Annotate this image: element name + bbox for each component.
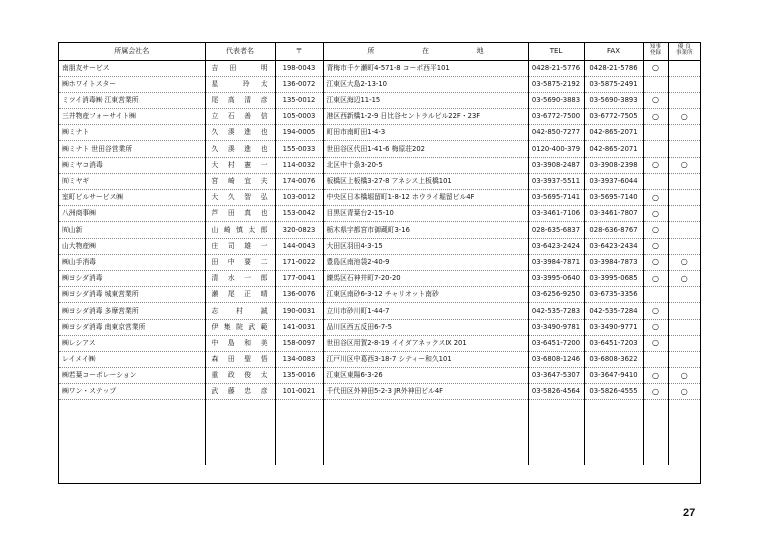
address-cell: 江東区東陽6-3-26	[323, 368, 528, 384]
table-row	[59, 141, 700, 157]
address-cell: 世田谷区用賀2-8-19 イイダアネックスⅨ 201	[323, 335, 528, 351]
empty-cell	[323, 416, 528, 432]
table-row	[59, 254, 700, 270]
zip-cell: 134-0083	[275, 351, 323, 367]
zip-cell: 105-0003	[275, 109, 323, 125]
zip-cell: 136-0072	[275, 76, 323, 92]
fax-cell: 03-3908-2398	[584, 157, 643, 173]
empty-cell	[643, 449, 668, 465]
table-row	[59, 157, 700, 173]
excellent-office-mark: ○	[668, 254, 700, 270]
table-row	[59, 60, 700, 76]
zip-cell: 101-0021	[275, 384, 323, 400]
fax-cell: 03-6772-7505	[584, 109, 643, 125]
empty-cell	[275, 400, 323, 416]
address-cell: 品川区西五反田6-7-5	[323, 319, 528, 335]
address-cell: 江戸川区中葛西3-18-7 シティー和久101	[323, 351, 528, 367]
address-cell: 板橋区上板橋3-27-8 アネシス上板橋101	[323, 173, 528, 189]
address-cell: 江東区大島2-13-10	[323, 76, 528, 92]
company-cell: ㈱ミヤコ消毒	[59, 157, 205, 173]
address-cell: 江東区海辺11-15	[323, 92, 528, 108]
empty-cell	[528, 432, 584, 448]
table-row	[59, 270, 700, 286]
zip-cell: 136-0076	[275, 287, 323, 303]
zip-cell: 114-0032	[275, 157, 323, 173]
table-row	[59, 92, 700, 108]
address-cell: 立川市砂川町1-44-7	[323, 303, 528, 319]
zip-cell: 171-0022	[275, 254, 323, 270]
zip-cell: 144-0043	[275, 238, 323, 254]
company-cell: ㈱ワン・ステップ	[59, 384, 205, 400]
fax-cell: 042-865-2071	[584, 141, 643, 157]
empty-cell	[205, 416, 275, 432]
governor-registered-mark: ○	[643, 319, 668, 335]
fax-cell: 03-6735-3356	[584, 287, 643, 303]
tel-cell: 0428-21-5776	[528, 60, 584, 76]
excellent-office-mark: ○	[668, 270, 700, 286]
fax-cell: 042-535-7284	[584, 303, 643, 319]
table-row	[59, 303, 700, 319]
zip-cell: 153-0042	[275, 206, 323, 222]
empty-cell	[584, 400, 643, 416]
representative-cell: 瀬尾正晴	[205, 287, 275, 303]
table-row	[59, 319, 700, 335]
header-address-part: 在	[421, 46, 429, 55]
zip-cell: 194-0005	[275, 125, 323, 141]
governor-registered-mark: ○	[643, 368, 668, 384]
company-cell: 室町ビルサービス㈱	[59, 190, 205, 206]
address-cell: 大田区羽田4-3-15	[323, 238, 528, 254]
tel-cell: 03-3984-7871	[528, 254, 584, 270]
table-row	[59, 222, 700, 238]
address-cell: 江東区南砂6-3-12 チャリオット南砂	[323, 287, 528, 303]
empty-cell	[59, 432, 205, 448]
excellent-office-mark	[668, 319, 700, 335]
tel-cell: 042-850-7277	[528, 125, 584, 141]
excellent-office-mark: ○	[668, 157, 700, 173]
page-number: 27	[683, 507, 696, 519]
empty-cell	[59, 416, 205, 432]
company-cell: ㈱ミナト	[59, 125, 205, 141]
empty-cell	[668, 449, 700, 465]
empty-cell	[323, 400, 528, 416]
governor-registered-mark: ○	[643, 335, 668, 351]
representative-cell: 大久智弘	[205, 190, 275, 206]
tel-cell: 0120-400-379	[528, 141, 584, 157]
company-cell: 八洲商事㈱	[59, 206, 205, 222]
header-representative: 代表者名	[205, 43, 275, 60]
table-row	[59, 190, 700, 206]
empty-row	[59, 416, 700, 432]
company-cell: レイメイ㈱	[59, 351, 205, 367]
tel-cell: 03-6451-7200	[528, 335, 584, 351]
empty-cell	[584, 432, 643, 448]
excellent-office-mark	[668, 303, 700, 319]
fax-cell: 03-5875-2491	[584, 76, 643, 92]
governor-registered-mark: ○	[643, 92, 668, 108]
company-cell: ㈱ミナト 世田谷営業所	[59, 141, 205, 157]
empty-cell	[668, 416, 700, 432]
company-cell: ㈲山新	[59, 222, 205, 238]
representative-cell: 田中要二	[205, 254, 275, 270]
fax-cell: 03-3647-9410	[584, 368, 643, 384]
tel-cell: 03-3908-2487	[528, 157, 584, 173]
representative-cell: 芦田真也	[205, 206, 275, 222]
fax-cell: 028-636-8767	[584, 222, 643, 238]
company-cell: ㈱ヨシダ消毒 城東営業所	[59, 287, 205, 303]
excellent-office-mark	[668, 92, 700, 108]
header-governor-registered	[643, 43, 668, 60]
excellent-office-mark	[668, 222, 700, 238]
address-cell: 練馬区石神井町7-20-20	[323, 270, 528, 286]
address-cell: 栃木県宇都宮市御蔵町3-16	[323, 222, 528, 238]
tel-cell: 03-6423-2424	[528, 238, 584, 254]
governor-registered-mark: ○	[643, 222, 668, 238]
member-table-sheet	[58, 42, 701, 484]
excellent-office-mark	[668, 190, 700, 206]
fax-cell: 042-865-2071	[584, 125, 643, 141]
zip-cell: 174-0076	[275, 173, 323, 189]
governor-registered-mark: ○	[643, 109, 668, 125]
zip-cell: 198-0043	[275, 60, 323, 76]
representative-cell: 吉田 明	[205, 60, 275, 76]
governor-registered-mark	[643, 125, 668, 141]
tel-cell: 042-535-7283	[528, 303, 584, 319]
tel-cell: 03-3490-9781	[528, 319, 584, 335]
representative-cell: 庄司雄一	[205, 238, 275, 254]
zip-cell: 158-0097	[275, 335, 323, 351]
governor-registered-mark: ○	[643, 254, 668, 270]
empty-cell	[275, 432, 323, 448]
address-cell: 町田市南町田1-4-3	[323, 125, 528, 141]
governor-registered-mark: ○	[643, 384, 668, 400]
representative-cell: 森田聖悟	[205, 351, 275, 367]
excellent-office-mark	[668, 287, 700, 303]
fax-cell: 03-3490-9771	[584, 319, 643, 335]
address-cell: 目黒区青葉台2-15-10	[323, 206, 528, 222]
representative-cell: 大村憲一	[205, 157, 275, 173]
tel-cell: 03-3995-0640	[528, 270, 584, 286]
tel-cell: 03-3647-5307	[528, 368, 584, 384]
header-line: 事業所	[675, 50, 693, 57]
zip-cell: 190-0031	[275, 303, 323, 319]
address-cell: 港区西新橋1-2-9 日比谷セントラルビル22F・23F	[323, 109, 528, 125]
fax-cell: 03-6451-7203	[584, 335, 643, 351]
fax-cell: 03-6423-2434	[584, 238, 643, 254]
empty-cell	[323, 449, 528, 465]
governor-registered-mark: ○	[643, 157, 668, 173]
header-line: 優 良	[677, 44, 691, 51]
empty-cell	[643, 400, 668, 416]
excellent-office-mark	[668, 173, 700, 189]
tel-cell: 03-6256-9250	[528, 287, 584, 303]
company-cell: ミツイ消毒㈱ 江東営業所	[59, 92, 205, 108]
empty-cell	[275, 449, 323, 465]
company-cell: ㈱ヨシダ消毒 南東京営業所	[59, 319, 205, 335]
governor-registered-mark	[643, 141, 668, 157]
empty-cell	[528, 416, 584, 432]
representative-cell: 立石善信	[205, 109, 275, 125]
zip-cell: 141-0031	[275, 319, 323, 335]
representative-cell: 久湊進也	[205, 141, 275, 157]
company-cell: ㈱ヨシダ消毒 多摩営業所	[59, 303, 205, 319]
fax-cell: 03-3995-0685	[584, 270, 643, 286]
header-tel: TEL	[528, 43, 584, 60]
header-address-part: 所	[367, 46, 375, 55]
header-zip: 〒	[275, 43, 323, 60]
representative-cell: 久湊進也	[205, 125, 275, 141]
tel-cell: 03-6772-7500	[528, 109, 584, 125]
zip-cell: 320-0823	[275, 222, 323, 238]
fax-cell: 03-6808-3622	[584, 351, 643, 367]
company-cell: 南朋友サービス	[59, 60, 205, 76]
empty-cell	[205, 432, 275, 448]
governor-registered-mark: ○	[643, 270, 668, 286]
zip-cell: 103-0012	[275, 190, 323, 206]
company-cell: ㈱レシアス	[59, 335, 205, 351]
table-row	[59, 76, 700, 92]
tel-cell: 03-5826-4564	[528, 384, 584, 400]
tel-cell: 03-3937-5511	[528, 173, 584, 189]
address-cell: 北区中十条3-20-5	[323, 157, 528, 173]
representative-cell: 山崎慎太郎	[205, 222, 275, 238]
governor-registered-mark: ○	[643, 238, 668, 254]
excellent-office-mark	[668, 60, 700, 76]
excellent-office-mark	[668, 335, 700, 351]
excellent-office-mark	[668, 125, 700, 141]
table-row	[59, 206, 700, 222]
empty-cell	[668, 400, 700, 416]
company-cell: 三井物産フォーサイト㈱	[59, 109, 205, 125]
table-row	[59, 368, 700, 384]
empty-row	[59, 432, 700, 448]
company-cell: ㈱山手消毒	[59, 254, 205, 270]
tel-cell: 028-635-6837	[528, 222, 584, 238]
fax-cell: 03-5690-3893	[584, 92, 643, 108]
representative-cell: 伊集院武範	[205, 319, 275, 335]
header-line: 登録	[649, 50, 662, 57]
header-company: 所属会社名	[59, 43, 205, 60]
table-row	[59, 109, 700, 125]
governor-registered-mark	[643, 173, 668, 189]
table-row	[59, 335, 700, 351]
table-row	[59, 351, 700, 367]
empty-cell	[59, 449, 205, 465]
company-cell: ㈱若葉コーポレーション	[59, 368, 205, 384]
governor-registered-mark	[643, 76, 668, 92]
excellent-office-mark: ○	[668, 384, 700, 400]
empty-cell	[584, 416, 643, 432]
excellent-office-mark	[668, 351, 700, 367]
empty-cell	[528, 449, 584, 465]
header-address-part: 地	[476, 46, 484, 55]
member-table	[59, 43, 700, 465]
fax-cell: 03-3937-6044	[584, 173, 643, 189]
header-excellent-office	[668, 43, 700, 60]
empty-row	[59, 400, 700, 416]
fax-cell: 03-5826-4555	[584, 384, 643, 400]
header-line: 知事	[649, 44, 662, 51]
header-address	[323, 43, 528, 60]
empty-cell	[205, 400, 275, 416]
table-row	[59, 125, 700, 141]
governor-registered-mark: ○	[643, 60, 668, 76]
fax-cell: 0428-21-5786	[584, 60, 643, 76]
fax-cell: 03-3984-7873	[584, 254, 643, 270]
zip-cell: 135-0016	[275, 368, 323, 384]
zip-cell: 155-0033	[275, 141, 323, 157]
empty-cell	[275, 416, 323, 432]
table-row	[59, 238, 700, 254]
excellent-office-mark: ○	[668, 109, 700, 125]
address-cell: 千代田区外神田5-2-3 JR外神田ビル4F	[323, 384, 528, 400]
excellent-office-mark	[668, 238, 700, 254]
empty-cell	[59, 400, 205, 416]
fax-cell: 03-3461-7807	[584, 206, 643, 222]
representative-cell: 星 玲太	[205, 76, 275, 92]
empty-cell	[668, 432, 700, 448]
representative-cell: 武藤忠彦	[205, 384, 275, 400]
table-header-row	[59, 43, 700, 60]
tel-cell: 03-5690-3883	[528, 92, 584, 108]
company-cell: 山大物産㈱	[59, 238, 205, 254]
representative-cell: 清水一郎	[205, 270, 275, 286]
company-cell: ㈲ミヤギ	[59, 173, 205, 189]
table-row	[59, 384, 700, 400]
empty-cell	[584, 449, 643, 465]
address-cell: 豊島区南池袋2-40-9	[323, 254, 528, 270]
representative-cell: 中島和美	[205, 335, 275, 351]
governor-registered-mark: ○	[643, 190, 668, 206]
governor-registered-mark	[643, 351, 668, 367]
tel-cell: 03-6808-1246	[528, 351, 584, 367]
empty-row	[59, 449, 700, 465]
empty-cell	[323, 432, 528, 448]
address-cell: 中央区日本橋堀留町1-8-12 ホウライ堀留ビル4F	[323, 190, 528, 206]
fax-cell: 03-5695-7140	[584, 190, 643, 206]
empty-cell	[643, 432, 668, 448]
tel-cell: 03-3461-7106	[528, 206, 584, 222]
table-row	[59, 287, 700, 303]
representative-cell: 宮崎宜夫	[205, 173, 275, 189]
empty-cell	[205, 449, 275, 465]
company-cell: ㈱ホワイトスター	[59, 76, 205, 92]
company-cell: ㈱ヨシダ消毒	[59, 270, 205, 286]
excellent-office-mark	[668, 76, 700, 92]
address-cell: 世田谷区代田1-41-6 梅原荘202	[323, 141, 528, 157]
governor-registered-mark: ○	[643, 303, 668, 319]
zip-cell: 177-0041	[275, 270, 323, 286]
excellent-office-mark: ○	[668, 368, 700, 384]
zip-cell: 135-0012	[275, 92, 323, 108]
governor-registered-mark	[643, 287, 668, 303]
empty-cell	[528, 400, 584, 416]
header-fax: FAX	[584, 43, 643, 60]
table-row	[59, 173, 700, 189]
address-cell: 青梅市千ケ瀬町4-571-8 コーポ西平101	[323, 60, 528, 76]
representative-cell: 重政俊太	[205, 368, 275, 384]
excellent-office-mark	[668, 206, 700, 222]
representative-cell: 尾高清彦	[205, 92, 275, 108]
excellent-office-mark	[668, 141, 700, 157]
empty-cell	[643, 416, 668, 432]
governor-registered-mark: ○	[643, 206, 668, 222]
tel-cell: 03-5695-7141	[528, 190, 584, 206]
tel-cell: 03-5875-2192	[528, 76, 584, 92]
representative-cell: 志村誠	[205, 303, 275, 319]
